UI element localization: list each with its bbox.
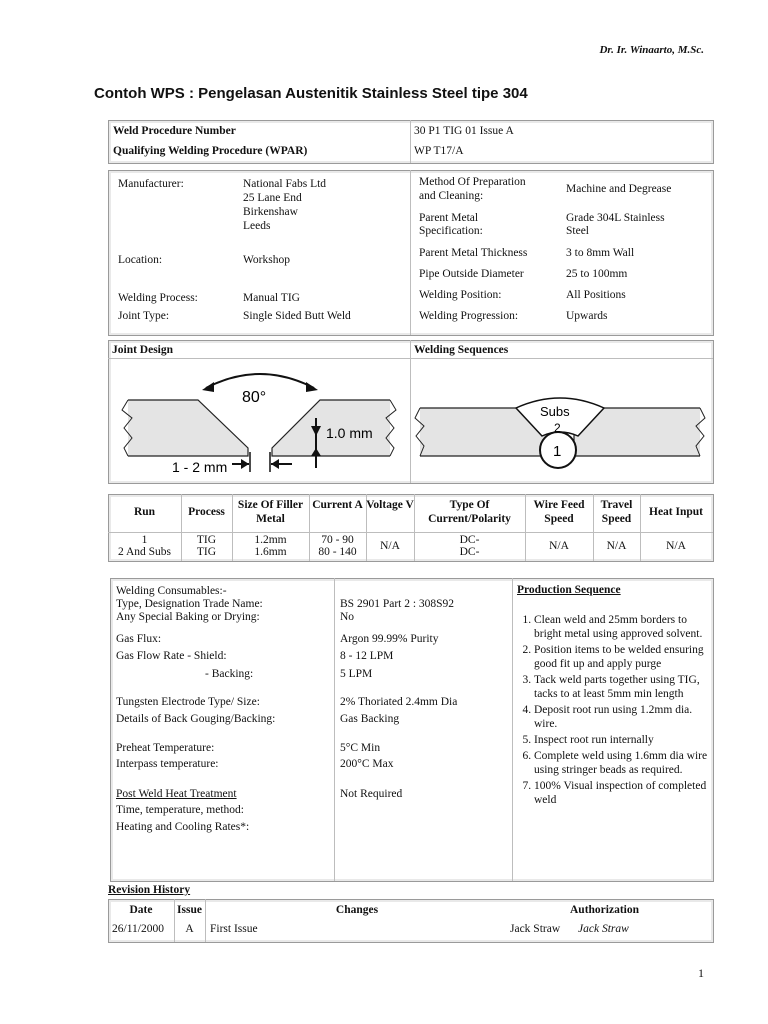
- rev-issue: A: [185, 923, 194, 935]
- rev-col-authorization: Authorization: [570, 904, 639, 916]
- col-heat: Heat Input: [649, 506, 703, 518]
- voltage-value: N/A: [380, 540, 400, 552]
- process-label: Welding Process:: [118, 292, 198, 304]
- time-label: Time, temperature, method:: [116, 804, 244, 816]
- col-polarity: Type Of Current/Polarity: [428, 499, 511, 525]
- manufacturer-line-4: Leeds: [243, 220, 271, 232]
- subs-number: 2: [554, 421, 561, 435]
- shield-value: 8 - 12 LPM: [340, 650, 394, 662]
- rev-col-changes: Changes: [335, 904, 379, 916]
- consumables-l3: Any Special Baking or Drying:: [116, 611, 260, 623]
- metal-label-2: Specification:: [419, 225, 483, 237]
- page-number: 1: [698, 966, 704, 980]
- row1-process: TIG: [196, 534, 217, 546]
- consumables-v3: No: [340, 611, 355, 623]
- rev-col-date: Date: [129, 904, 153, 916]
- interpass-label: Interpass temperature:: [116, 758, 219, 770]
- thickness-value: 3 to 8mm Wall: [566, 247, 635, 259]
- gouging-label: Details of Back Gouging/Backing:: [116, 713, 276, 725]
- step-1: 1. Clean weld and 25mm borders to bright metal using approved solvent.: [534, 613, 710, 641]
- progression-label: Welding Progression:: [419, 310, 519, 322]
- row2-current: 80 - 140: [318, 546, 357, 558]
- gas-flux-label: Gas Flux:: [116, 633, 162, 645]
- pwht-value: Not Required: [340, 788, 403, 800]
- prep-value: Machine and Degrease: [566, 183, 672, 195]
- prep-label-2: and Cleaning:: [419, 190, 484, 202]
- prep-label-1: Method Of Preparation: [419, 176, 526, 188]
- joint-design-title: Joint Design: [112, 344, 174, 356]
- welding-sequence-drawing: [412, 360, 710, 480]
- wpn-value: 30 P1 TIG 01 Issue A: [414, 125, 514, 137]
- row1-current: 70 - 90: [321, 534, 354, 546]
- shield-label: Gas Flow Rate - Shield:: [116, 650, 227, 662]
- position-value: All Positions: [566, 289, 626, 301]
- tungsten-value: 2% Thoriated 2.4mm Dia: [340, 696, 458, 708]
- travel-value: N/A: [606, 540, 627, 552]
- rev-auth-signature: Jack Straw: [578, 923, 629, 935]
- col-run: Run: [133, 506, 156, 518]
- manufacturer-line-2: 25 Lane End: [243, 192, 302, 204]
- step-6: 6. Complete weld using 1.6mm dia wire using stringer beads as required.: [534, 749, 710, 777]
- preheat-label: Preheat Temperature:: [116, 742, 215, 754]
- col-process: Process: [188, 506, 225, 518]
- col-travel: Travel Speed: [600, 499, 633, 525]
- row2-run: 2 And Subs: [117, 546, 172, 558]
- pwht-label: Post Weld Heat Treatment: [116, 788, 237, 800]
- metal-value-2: Steel: [566, 225, 589, 237]
- step-7: 7. 100% Visual inspection of completed weld: [534, 779, 710, 807]
- position-label: Welding Position:: [419, 289, 502, 301]
- production-steps: [508, 613, 710, 809]
- joint-type-value: Single Sided Butt Weld: [243, 310, 351, 322]
- col-size: Size Of Filler Metal: [237, 499, 304, 525]
- location-label: Location:: [118, 254, 163, 266]
- consumables-l2: Type, Designation Trade Name:: [116, 598, 263, 610]
- heat-input-value: N/A: [666, 540, 686, 552]
- author-name: Dr. Ir. Winaarto, M.Sc.: [599, 44, 704, 56]
- row1-run: 1: [141, 534, 148, 546]
- row2-polarity: DC-: [459, 546, 480, 558]
- revision-history-title: Revision History: [108, 884, 191, 896]
- interpass-value: 200°C Max: [340, 758, 394, 770]
- gouging-value: Gas Backing: [340, 713, 400, 725]
- tungsten-label: Tungsten Electrode Type/ Size:: [116, 696, 260, 708]
- wire-feed-value: N/A: [549, 540, 569, 552]
- backing-label: - Backing:: [205, 668, 254, 680]
- metal-value-1: Grade 304L Stainless: [566, 212, 665, 224]
- consumables-v2: BS 2901 Part 2 : 308S92: [340, 598, 455, 610]
- manufacturer-label: Manufacturer:: [118, 178, 184, 190]
- wpar-label: Qualifying Welding Procedure (WPAR): [113, 145, 308, 157]
- rev-changes: First Issue: [210, 923, 258, 935]
- consumables-l1: Welding Consumables:-: [116, 585, 227, 597]
- gas-flux-value: Argon 99.99% Purity: [340, 633, 439, 645]
- col-wire-feed: Wire Feed Speed: [533, 499, 585, 525]
- process-value: Manual TIG: [243, 292, 300, 304]
- col-current: Current A: [312, 499, 363, 511]
- thickness-label: Parent Metal Thickness: [419, 247, 528, 259]
- subs-label: Subs: [540, 404, 570, 419]
- root-face-label: 1.0 mm: [326, 425, 373, 441]
- step-2: 2. Position items to be welded ensuring good fit up and apply purge: [534, 643, 710, 671]
- step-5: 5. Inspect root run internally: [534, 733, 710, 747]
- row2-size: 1.6mm: [254, 546, 287, 558]
- welding-sequences-title: Welding Sequences: [414, 344, 509, 356]
- rev-auth-name: Jack Straw: [510, 923, 561, 935]
- wpn-label: Weld Procedure Number: [113, 125, 236, 137]
- step-4: 4. Deposit root run using 1.2mm dia. wire.: [534, 703, 710, 731]
- wpar-value: WP T17/A: [414, 145, 464, 157]
- row1-polarity: DC-: [459, 534, 480, 546]
- progression-value: Upwards: [566, 310, 608, 322]
- step-3: 3. Tack weld parts together using TIG, tacks to at least 5mm min length: [534, 673, 710, 701]
- diameter-value: 25 to 100mm: [566, 268, 628, 280]
- row1-size: 1.2mm: [254, 534, 287, 546]
- location-value: Workshop: [243, 254, 290, 266]
- metal-label-1: Parent Metal: [419, 212, 479, 224]
- rates-label: Heating and Cooling Rates*:: [116, 821, 250, 833]
- joint-type-label: Joint Type:: [118, 310, 170, 322]
- rev-col-issue: Issue: [177, 904, 202, 916]
- gap-label: 1 - 2 mm: [172, 459, 228, 475]
- row2-process: TIG: [196, 546, 217, 558]
- page-title: Contoh WPS : Pengelasan Austenitik Stainless Steel tipe 304: [94, 85, 528, 102]
- preheat-value: 5°C Min: [340, 742, 381, 754]
- angle-label: 80°: [242, 389, 267, 406]
- production-sequence-title: Production Sequence: [517, 584, 621, 596]
- root-number: 1: [553, 443, 562, 460]
- col-voltage: Voltage V: [366, 499, 414, 511]
- diameter-label: Pipe Outside Diameter: [419, 268, 524, 280]
- rev-date: 26/11/2000: [112, 923, 164, 935]
- manufacturer-line-3: Birkenshaw: [243, 206, 298, 218]
- backing-value: 5 LPM: [340, 668, 373, 680]
- manufacturer-line-1: National Fabs Ltd: [243, 178, 327, 190]
- joint-design-drawing: [110, 360, 408, 480]
